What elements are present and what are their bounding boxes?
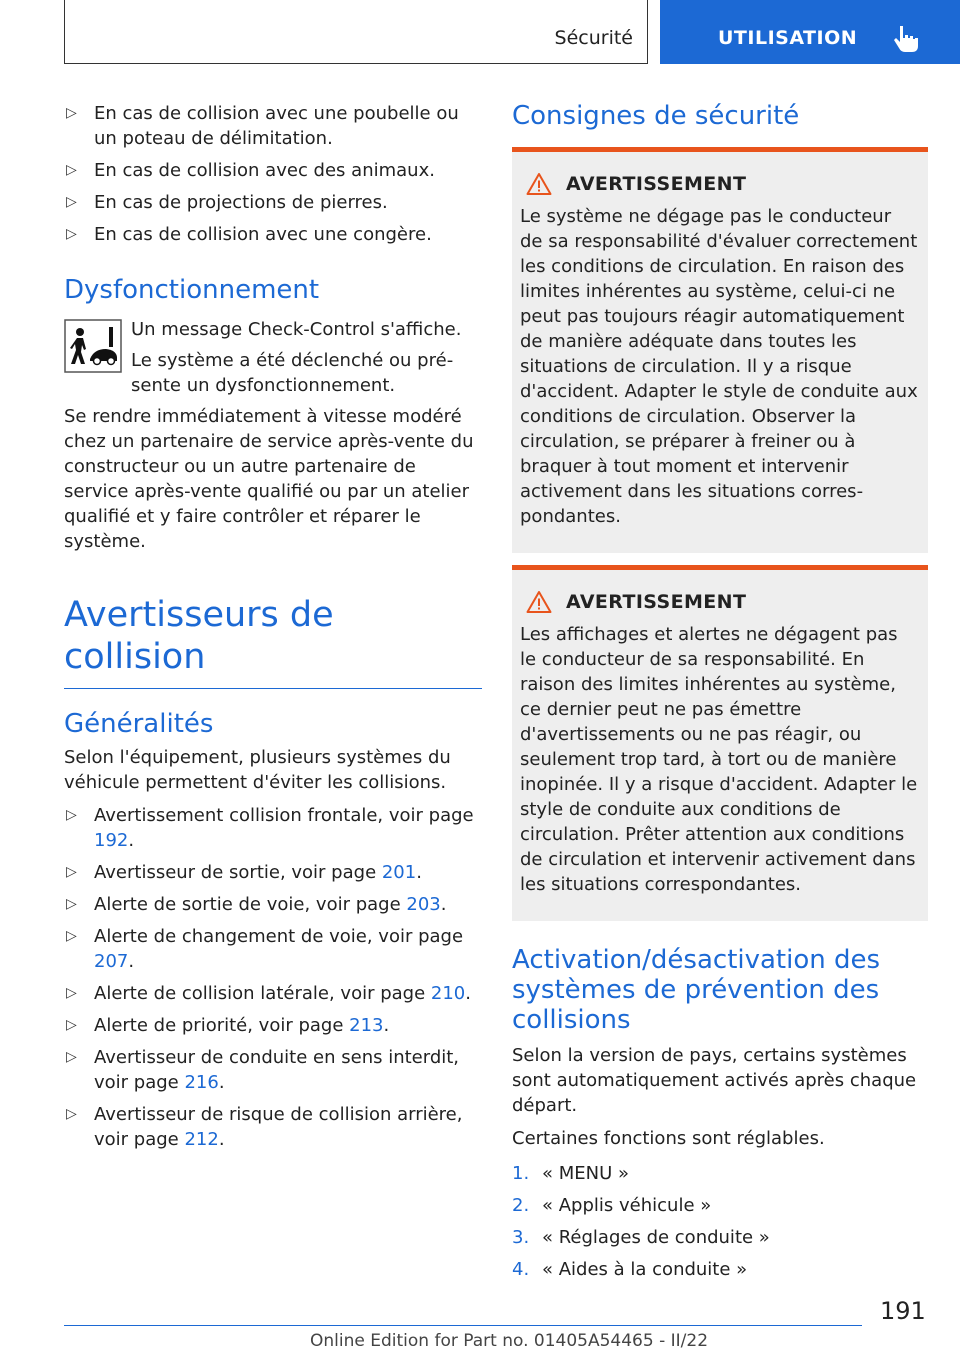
warning-box <box>512 147 928 553</box>
page-link[interactable]: 203 <box>406 894 441 915</box>
warning-text: Le système ne dégage pas le conducteur de sa responsabilité d'évaluer correctement les conditions de circulation. En raison des limites inhérentes au système, celui-ci ne peut pas toujours réagir automatiquement de manière adéquate dans toutes les situations de circulation. Il y a risque d'accident. Adapter le style de conduite aux conditions de circulation. Observer la circulation, se préparer à freiner ou à braquer à tout moment et intervenir activement dans les situations correspondantes. <box>520 206 918 527</box>
edition-note: Online Edition for Part no. 01405A54465 - II/22 <box>310 1331 709 1351</box>
heading-rule <box>64 688 482 689</box>
triangle-right-icon: ▷ <box>66 105 77 121</box>
list-item: ▷ Avertisseur de risque de collision arrière, voir page 212. <box>66 1104 463 1150</box>
collision-warning-list <box>64 803 482 1152</box>
page-number: 191 <box>880 1297 926 1325</box>
triangle-right-icon: ▷ <box>66 1017 77 1033</box>
triangle-right-icon: ▷ <box>66 864 77 880</box>
step-number: 2. <box>512 1195 530 1216</box>
list-item: 2. « Applis véhicule » <box>512 1195 712 1216</box>
malfunction-instructions: Se rendre immédiatement à vitesse modéré chez un partenaire de service après-vente du constructeur ou un autre partenaire de service après-vente qualifié ou par un atelier qualifié et y faire contrôler et réparer le système. <box>64 406 474 552</box>
malfunction-heading: Dysfonctionnement <box>64 275 320 305</box>
list-item: ▷ En cas de collision avec une poubelle ou un poteau de délimitation. <box>66 103 459 149</box>
right-column <box>512 101 928 1289</box>
activation-text-1: Selon la version de pays, certains systèmes sont automatiquement activés après chaque départ. <box>512 1045 917 1116</box>
list-item: ▷ Alerte de priorité, voir page 213. <box>66 1015 390 1036</box>
warning-triangle-icon <box>526 172 552 196</box>
pedestrian-collision-icon <box>64 319 122 373</box>
page-link[interactable]: 210 <box>430 983 466 1004</box>
collision-warnings-heading: Avertisseurs de collision <box>64 595 334 677</box>
list-item: ▷ Avertisseur de conduite en sens interdit, voir page 216. <box>66 1047 460 1093</box>
malfunction-block <box>64 317 482 398</box>
page-link[interactable]: 213 <box>349 1015 384 1036</box>
header-section-box <box>64 0 648 64</box>
page-link[interactable]: 192 <box>94 830 129 851</box>
triangle-right-icon: ▷ <box>66 807 77 823</box>
pointing-hand-icon <box>892 24 920 54</box>
page-link[interactable]: 201 <box>381 862 417 883</box>
step-number: 4. <box>512 1259 530 1280</box>
triangle-right-icon: ▷ <box>66 928 77 944</box>
page-link[interactable]: 207 <box>94 951 129 972</box>
left-column <box>64 101 482 1159</box>
footer-rule <box>64 1325 862 1326</box>
malfunction-message-2: Le système a été déclenché ou présente un dysfonctionnement. <box>131 350 454 396</box>
damage-list <box>64 101 482 247</box>
triangle-right-icon: ▷ <box>66 162 77 178</box>
list-item: ▷ En cas de projections de pierres. <box>66 192 388 213</box>
list-item: 4. « Aides à la conduite » <box>512 1259 748 1280</box>
list-item: ▷ Alerte de changement de voie, voir page 207. <box>66 926 464 972</box>
warning-triangle-icon <box>526 590 552 614</box>
section-title: Sécurité <box>554 27 633 49</box>
chapter-title: UTILISATION <box>718 27 858 49</box>
safety-heading: Consignes de sécurité <box>512 101 800 131</box>
page-link[interactable]: 212 <box>184 1129 219 1150</box>
general-heading: Généralités <box>64 709 214 739</box>
list-item: ▷ En cas de collision avec une congère. <box>66 224 432 245</box>
list-item: ▷ En cas de collision avec des animaux. <box>66 160 435 181</box>
warning-box <box>512 565 928 921</box>
chapter-tab[interactable] <box>660 0 960 64</box>
general-intro: Selon l'équipement, plusieurs systèmes du véhicule permettent d'éviter les collisions. <box>64 747 451 793</box>
warning-label: AVERTISSEMENT <box>566 591 747 613</box>
triangle-right-icon: ▷ <box>66 1049 77 1065</box>
list-item: ▷ Alerte de sortie de voie, voir page 203. <box>66 894 447 915</box>
triangle-right-icon: ▷ <box>66 985 77 1001</box>
malfunction-message-1: Un message Check-Control s'affiche. <box>131 319 462 340</box>
triangle-right-icon: ▷ <box>66 896 77 912</box>
step-number: 1. <box>512 1163 530 1184</box>
triangle-right-icon: ▷ <box>66 226 77 242</box>
warning-label: AVERTISSEMENT <box>566 173 747 195</box>
list-item: 3. « Réglages de conduite » <box>512 1227 770 1248</box>
activation-heading: Activation/désactivation des systèmes de prévention des collisions <box>512 945 881 1035</box>
step-number: 3. <box>512 1227 530 1248</box>
list-item: ▷ Avertisseur de sortie, voir page 201. <box>66 862 422 883</box>
warning-text: Les affichages et alertes ne dégagent pas le conducteur de sa responsabilité. En raison des limites inhérentes au système, ce dernier peut ne pas émettre d'avertissements ou ne pas réagir, ou seulement trop tard, à tort ou de manière inopinée. Il y a risque d'accident. Adapter le style de conduite aux conditions de circulation. Prêter attention aux conditions de circulation et intervenir activement dans les situations correspondantes. <box>520 624 918 895</box>
triangle-right-icon: ▷ <box>66 1106 77 1122</box>
menu-steps <box>512 1161 928 1282</box>
list-item: ▷ Alerte de collision latérale, voir page 210. <box>66 983 471 1004</box>
list-item: ▷ Avertissement collision frontale, voir page 192. <box>66 805 474 851</box>
activation-text-2: Certaines fonctions sont réglables. <box>512 1128 825 1149</box>
page-link[interactable]: 216 <box>184 1072 219 1093</box>
list-item: 1. « MENU » <box>512 1163 630 1184</box>
triangle-right-icon: ▷ <box>66 194 77 210</box>
